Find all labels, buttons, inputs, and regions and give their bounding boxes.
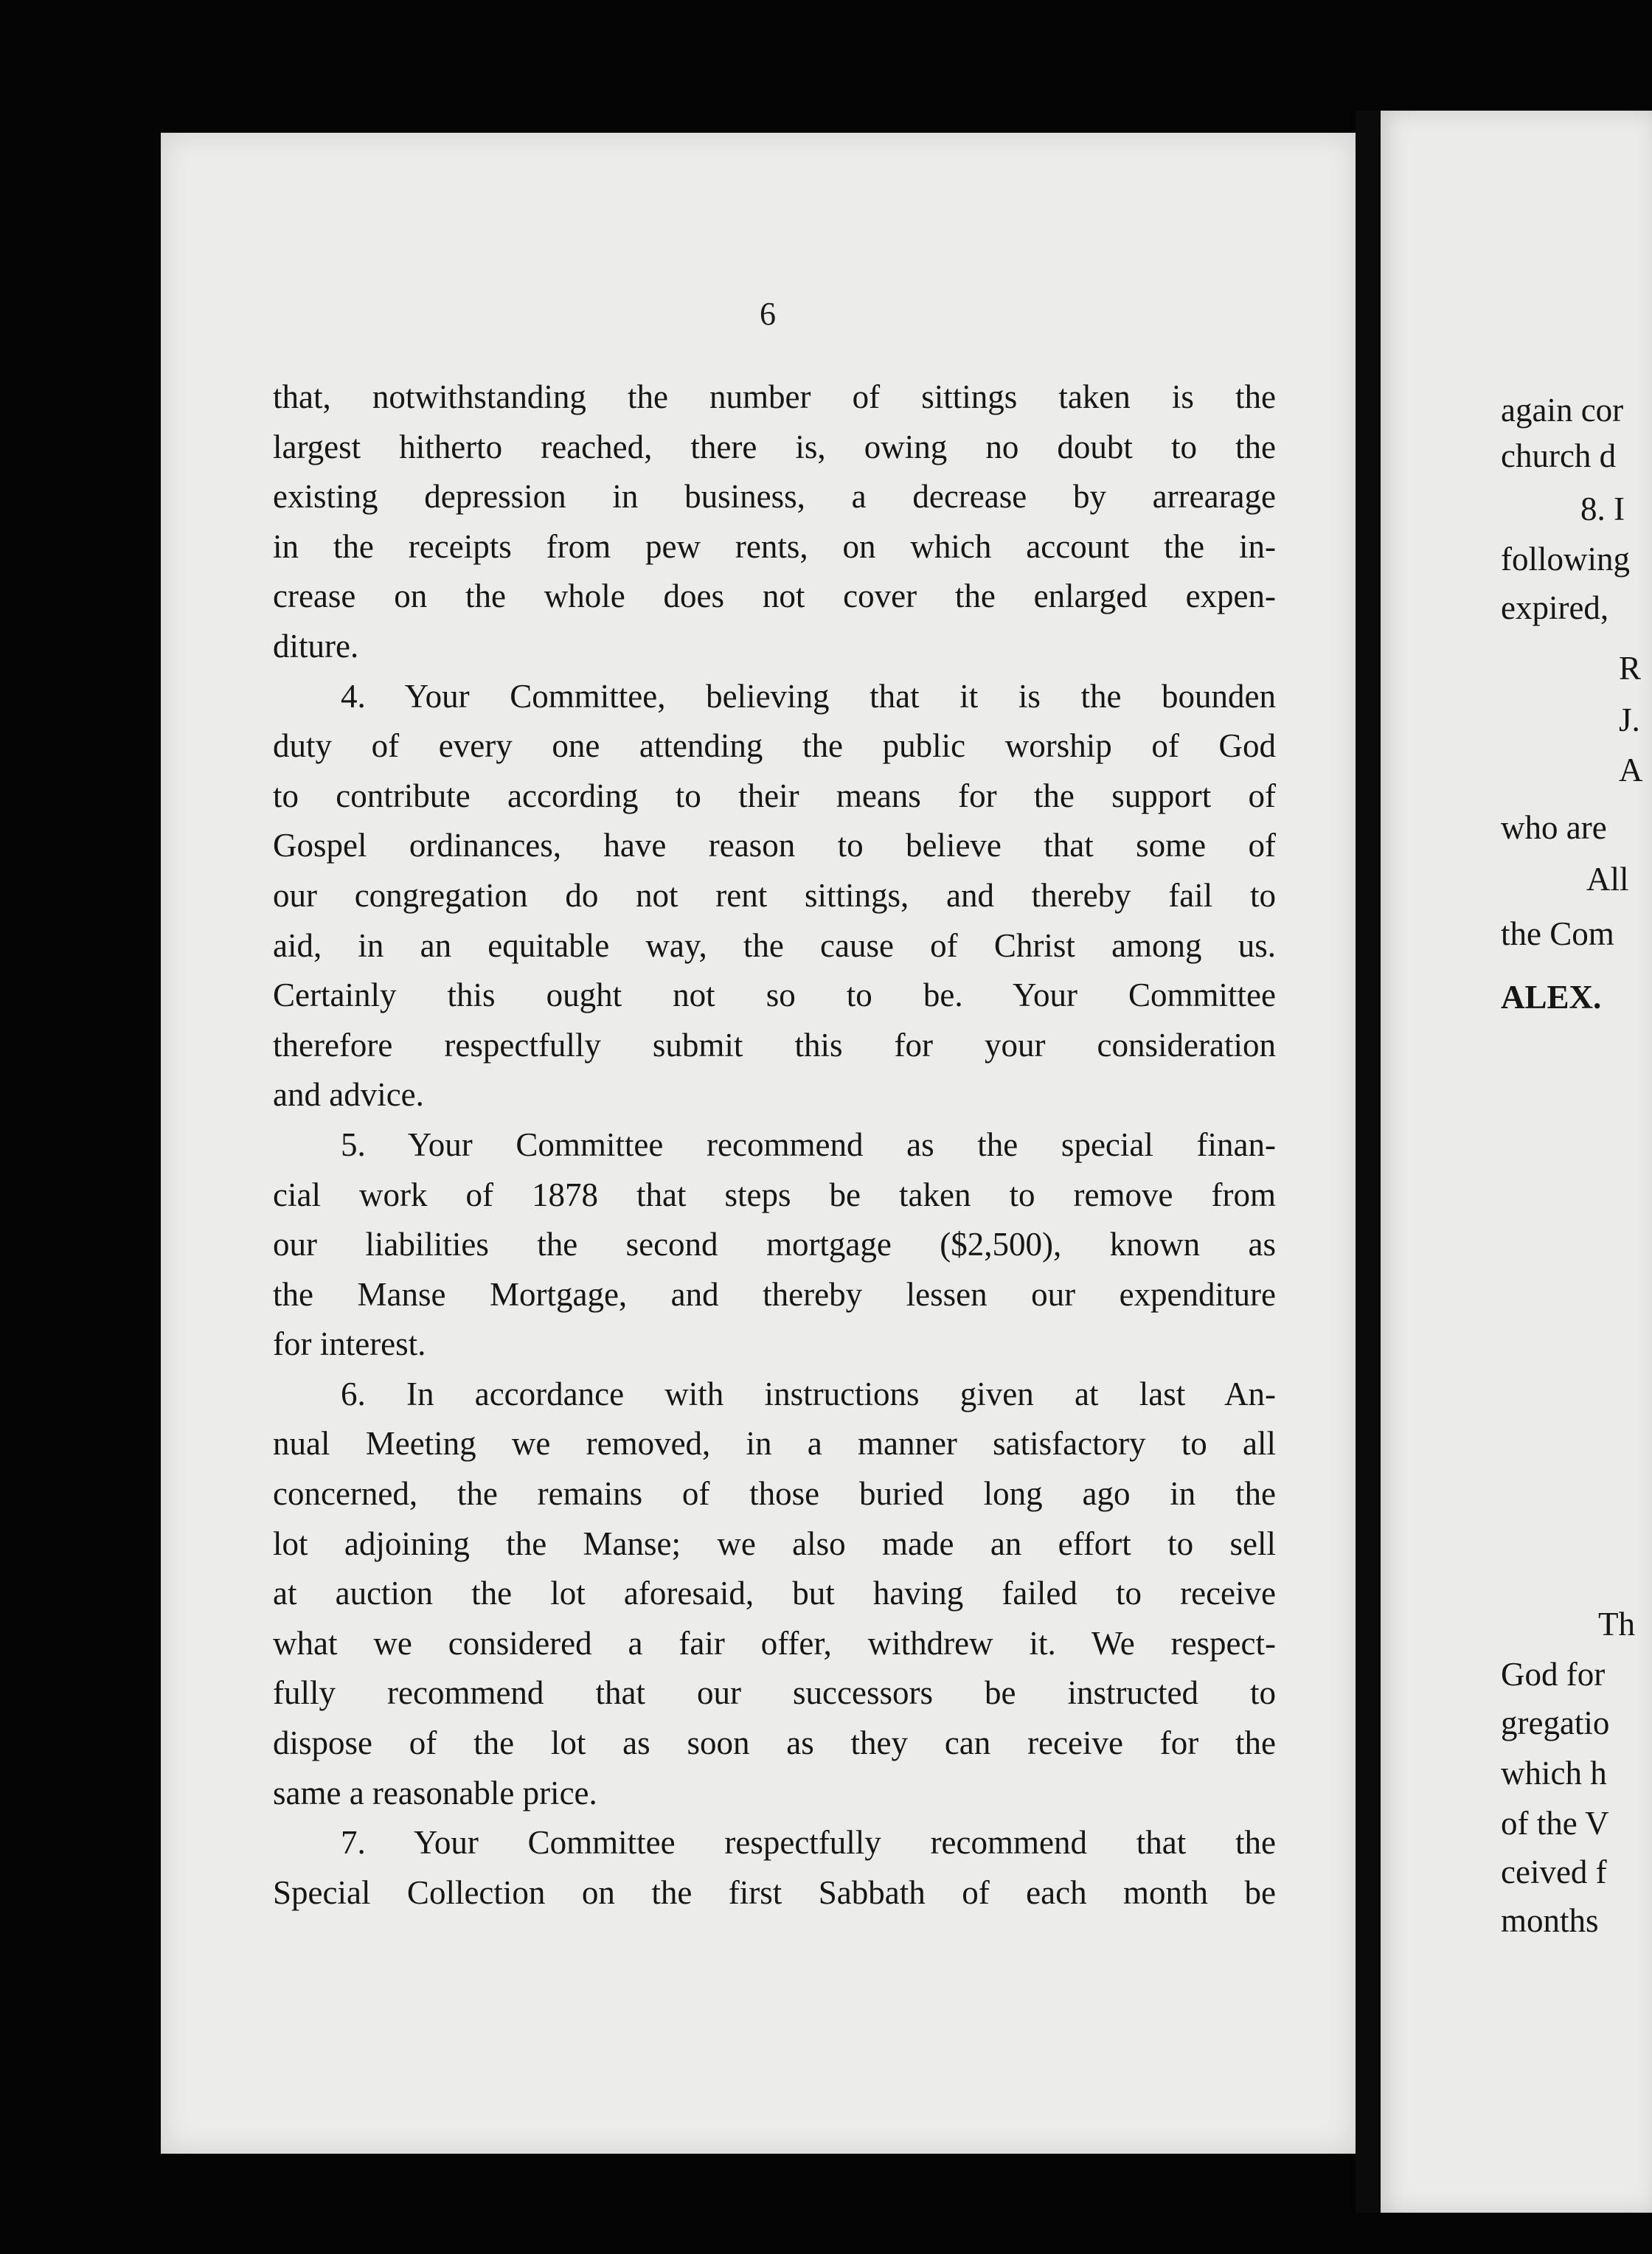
page-gutter [1356, 111, 1381, 2213]
text-line: of the V [1501, 1805, 1609, 1842]
text-line: crease on the whole does not cover the enlarged expen- [273, 578, 1276, 615]
text-line: expired, [1501, 589, 1609, 626]
text-line: diture. [273, 627, 359, 665]
text-line: A [1619, 752, 1643, 788]
text-line: which h [1501, 1755, 1607, 1792]
text-line: concerned, the remains of those buried long ago in the [273, 1475, 1276, 1513]
text-line: therefore respectfully submit this for your consideration [273, 1026, 1276, 1064]
text-line: who are [1501, 809, 1607, 846]
text-line: largest hitherto reached, there is, owing no doubt to the [273, 428, 1276, 465]
text-line: ceived f [1501, 1854, 1607, 1890]
text-line: and advice. [273, 1076, 424, 1114]
text-line: 4. Your Committee, believing that it is the bounden [341, 677, 1276, 715]
left-page-text [273, 372, 1276, 1918]
text-line: months [1501, 1902, 1599, 1939]
text-line: nual Meeting we removed, in a manner satisfactory to all [273, 1425, 1276, 1463]
text-line: Certainly this ought not so to be. Your Committee [273, 977, 1276, 1014]
text-line: All [1586, 861, 1629, 898]
text-line: the Com [1501, 915, 1614, 952]
text-line: again cor [1501, 392, 1624, 429]
text-line: 8. I [1580, 490, 1625, 527]
text-line: gregatio [1501, 1705, 1610, 1741]
text-line: in the receipts from pew rents, on which account the in- [273, 527, 1276, 565]
text-line: the Manse Mortgage, and thereby lessen our expenditure [273, 1275, 1276, 1313]
text-line: Th [1598, 1606, 1635, 1643]
text-line: following [1501, 541, 1630, 578]
text-line: 7. Your Committee respectfully recommend that the [341, 1824, 1276, 1862]
text-line: same a reasonable price. [273, 1774, 597, 1811]
text-line: our liabilities the second mortgage ($2,500), known as [273, 1226, 1276, 1263]
text-line: that, notwithstanding the number of sittings taken is the [273, 378, 1276, 415]
text-line: R [1619, 650, 1642, 687]
text-line: Special Collection on the first Sabbath of each month be [273, 1873, 1276, 1911]
text-line: ALEX. [1501, 979, 1602, 1016]
text-line: our congregation do not rent sittings, and thereby fail to [273, 876, 1276, 914]
text-line: lot adjoining the Manse; we also made an effort to sell [273, 1525, 1276, 1562]
text-line: 5. Your Committee recommend as the special finan- [341, 1126, 1276, 1163]
text-line: church d [1501, 437, 1617, 474]
text-line: at auction the lot aforesaid, but having failed to receive [273, 1575, 1276, 1612]
text-line: cial work of 1878 that steps be taken to remove from [273, 1176, 1276, 1213]
text-line: fully recommend that our successors be instructed to [273, 1674, 1276, 1712]
text-line: for interest. [273, 1325, 426, 1363]
text-line: Gospel ordinances, have reason to believe that some of [273, 827, 1276, 864]
text-line: aid, in an equitable way, the cause of Christ among us. [273, 926, 1276, 964]
text-line: dispose of the lot as soon as they can receive for the [273, 1724, 1276, 1762]
text-line: what we considered a fair offer, withdrew it. We respect- [273, 1624, 1276, 1662]
text-line: 6. In accordance with instructions given at last An- [341, 1375, 1276, 1412]
page-number: 6 [760, 296, 776, 332]
text-line: to contribute according to their means for the support of [273, 777, 1276, 814]
text-line: J. [1619, 701, 1640, 738]
text-line: God for [1501, 1656, 1606, 1693]
text-line: duty of every one attending the public worship of God [273, 727, 1276, 765]
text-line: existing depression in business, a decrease by arrearage [273, 478, 1276, 516]
